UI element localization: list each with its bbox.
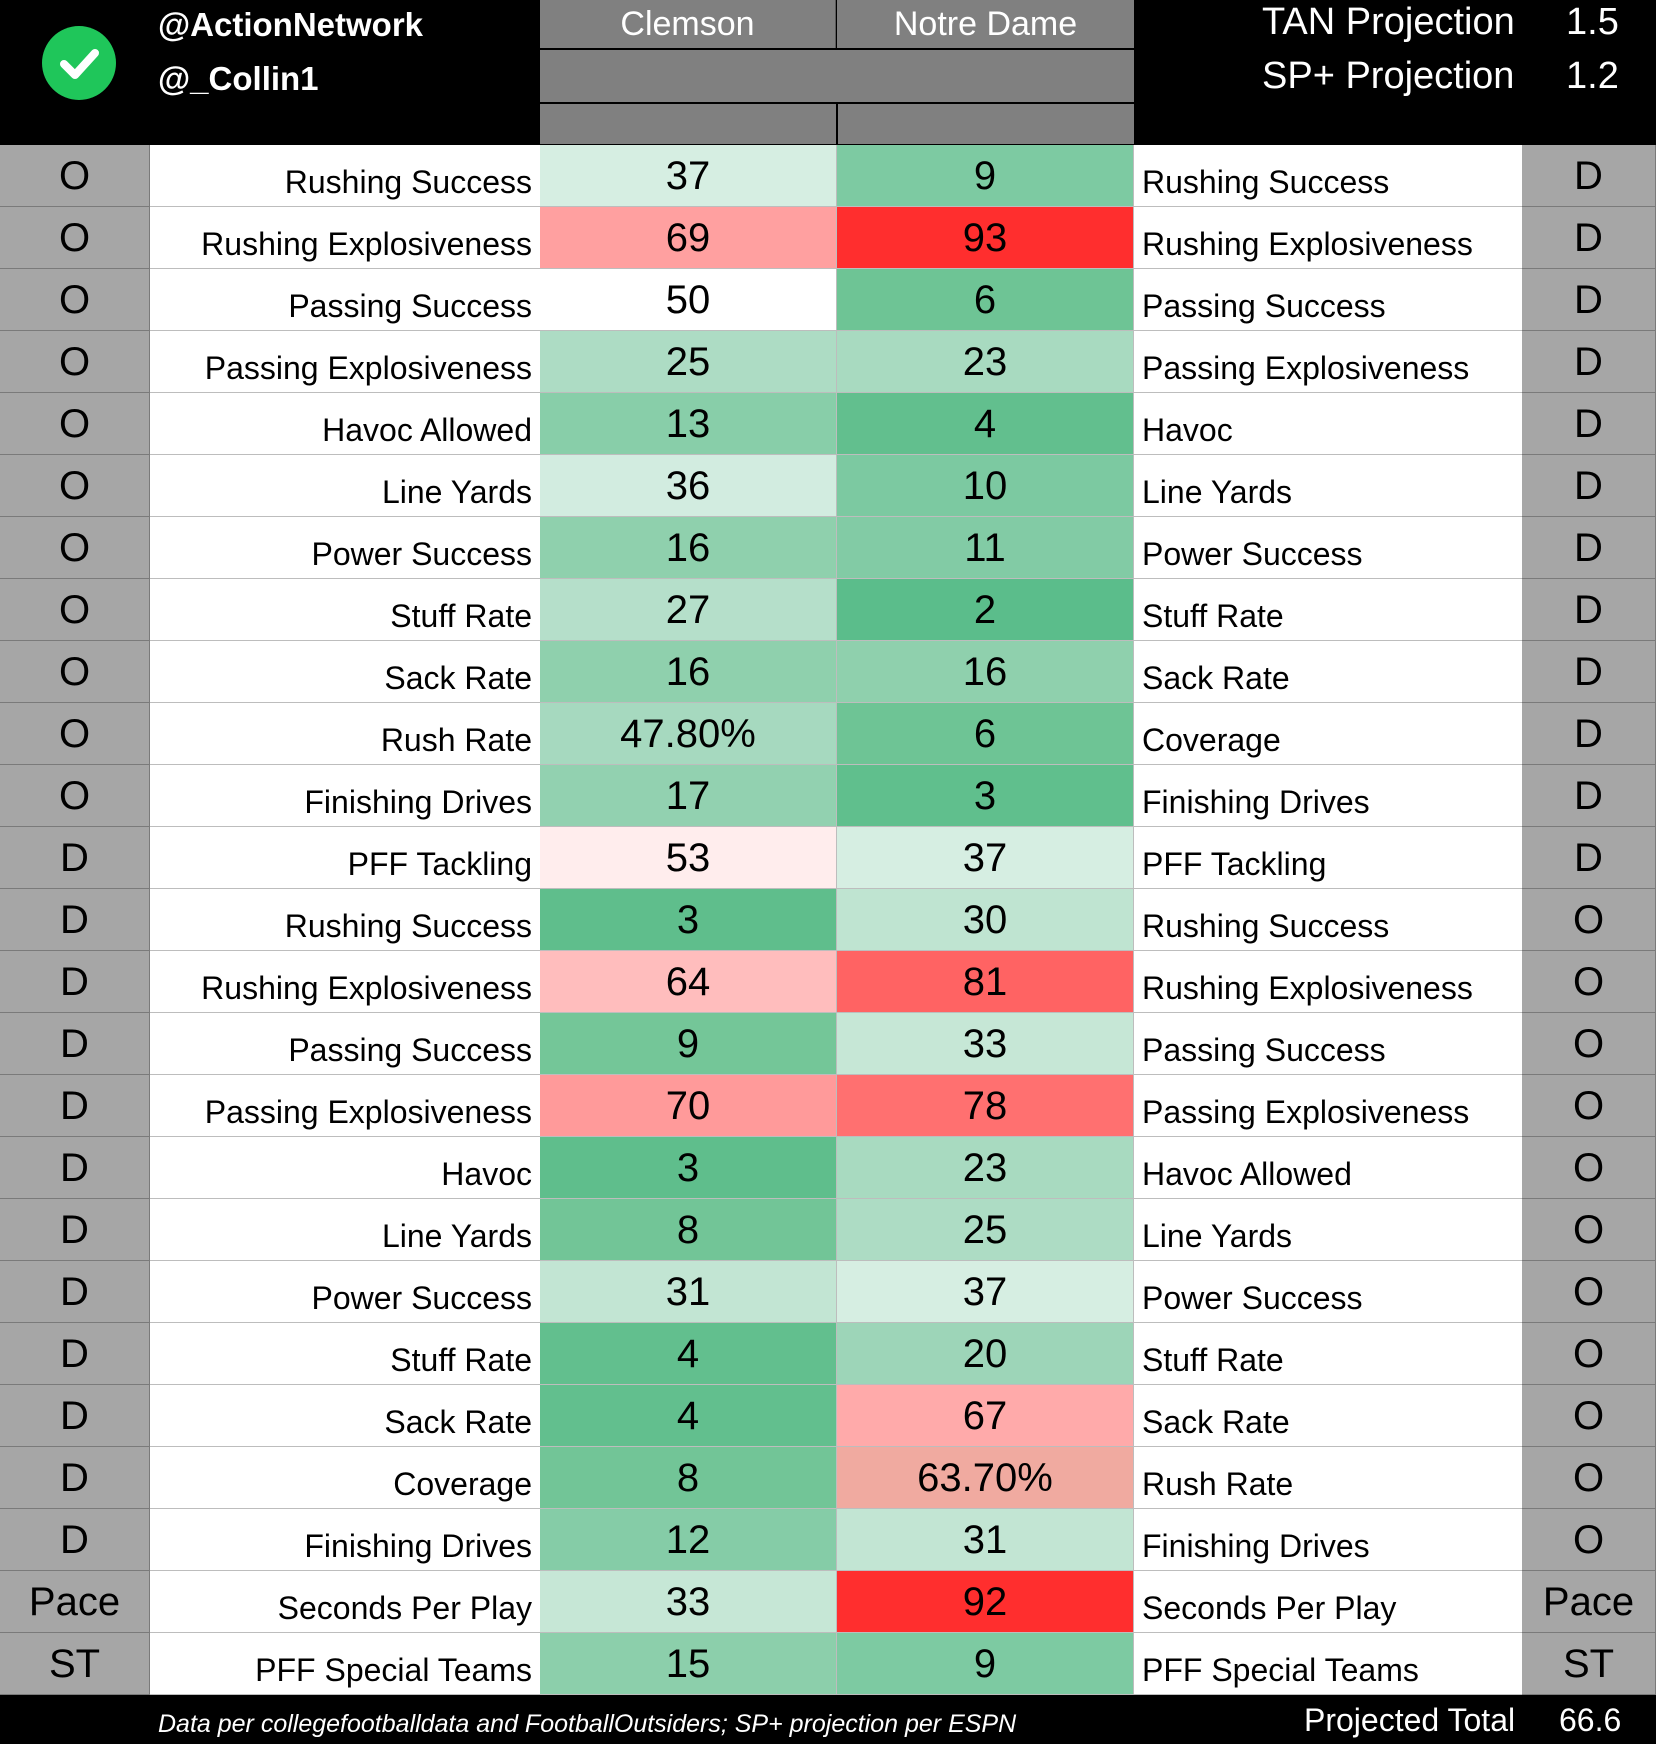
clemson-value: 3 bbox=[540, 889, 837, 951]
right-side-code: D bbox=[1522, 765, 1656, 827]
right-side-code: O bbox=[1522, 1199, 1656, 1261]
clemson-value: 8 bbox=[540, 1199, 837, 1261]
right-metric-label: Passing Explosiveness bbox=[1134, 331, 1522, 393]
clemson-value: 47.80% bbox=[540, 703, 837, 765]
header-spacer-row bbox=[540, 50, 1134, 102]
notre-dame-value: 23 bbox=[837, 331, 1134, 393]
right-metric-label: Coverage bbox=[1134, 703, 1522, 765]
header-left-blank bbox=[540, 104, 836, 144]
projected-total-label: Projected Total bbox=[1304, 1702, 1516, 1738]
left-side-code: O bbox=[0, 145, 150, 207]
notre-dame-value: 63.70% bbox=[837, 1447, 1134, 1509]
right-metric-label: Finishing Drives bbox=[1134, 765, 1522, 827]
notre-dame-value: 9 bbox=[837, 145, 1134, 207]
tan-projection-label: TAN Projection bbox=[1262, 1, 1515, 43]
notre-dame-value: 6 bbox=[837, 269, 1134, 331]
left-side-code: D bbox=[0, 1261, 150, 1323]
left-side-code: O bbox=[0, 703, 150, 765]
right-metric-label: Rushing Explosiveness bbox=[1134, 207, 1522, 269]
clemson-value: 15 bbox=[540, 1633, 837, 1695]
check-mark bbox=[42, 26, 116, 100]
left-side-code: D bbox=[0, 1447, 150, 1509]
left-side-code: O bbox=[0, 641, 150, 703]
left-metric-label: Sack Rate bbox=[150, 641, 540, 703]
left-metric-label: Rushing Explosiveness bbox=[150, 207, 540, 269]
right-side-code: D bbox=[1522, 579, 1656, 641]
notre-dame-value: 93 bbox=[837, 207, 1134, 269]
left-side-code: O bbox=[0, 765, 150, 827]
left-metric-label: Finishing Drives bbox=[150, 1509, 540, 1571]
left-metric-label: Finishing Drives bbox=[150, 765, 540, 827]
right-metric-label: Passing Success bbox=[1134, 269, 1522, 331]
right-metric-label: Sack Rate bbox=[1134, 641, 1522, 703]
right-metric-label: Passing Explosiveness bbox=[1134, 1075, 1522, 1137]
data-source-note: Data per collegefootballdata and FootballOutsiders; SP+ projection per ESPN bbox=[158, 1710, 1017, 1738]
team-right-header: Notre Dame bbox=[837, 0, 1134, 48]
right-metric-label: Power Success bbox=[1134, 517, 1522, 579]
right-side-code: D bbox=[1522, 207, 1656, 269]
left-metric-label: Line Yards bbox=[150, 1199, 540, 1261]
right-side-code: O bbox=[1522, 1075, 1656, 1137]
left-side-code: ST bbox=[0, 1633, 150, 1695]
right-metric-label: Passing Success bbox=[1134, 1013, 1522, 1075]
right-side-code: Pace bbox=[1522, 1571, 1656, 1633]
left-side-code: D bbox=[0, 889, 150, 951]
right-metric-label: Rush Rate bbox=[1134, 1447, 1522, 1509]
projected-total-value: 66.6 bbox=[1559, 1702, 1622, 1738]
left-side-code: O bbox=[0, 393, 150, 455]
sp-projection-label: SP+ Projection bbox=[1262, 55, 1515, 97]
right-side-code: O bbox=[1522, 1137, 1656, 1199]
clemson-value: 50 bbox=[540, 269, 837, 331]
left-metric-label: Passing Explosiveness bbox=[150, 331, 540, 393]
right-side-code: D bbox=[1522, 331, 1656, 393]
notre-dame-value: 33 bbox=[837, 1013, 1134, 1075]
right-metric-label: Line Yards bbox=[1134, 455, 1522, 517]
notre-dame-value: 30 bbox=[837, 889, 1134, 951]
left-metric-label: Power Success bbox=[150, 517, 540, 579]
right-side-code: O bbox=[1522, 1447, 1656, 1509]
left-side-code: O bbox=[0, 269, 150, 331]
right-side-code: O bbox=[1522, 1385, 1656, 1447]
clemson-value: 4 bbox=[540, 1385, 837, 1447]
right-metric-label: Rushing Explosiveness bbox=[1134, 951, 1522, 1013]
notre-dame-value: 37 bbox=[837, 827, 1134, 889]
notre-dame-value: 6 bbox=[837, 703, 1134, 765]
clemson-value: 64 bbox=[540, 951, 837, 1013]
right-metric-label: Stuff Rate bbox=[1134, 579, 1522, 641]
right-side-code: D bbox=[1522, 455, 1656, 517]
left-metric-label: PFF Tackling bbox=[150, 827, 540, 889]
clemson-value: 3 bbox=[540, 1137, 837, 1199]
left-side-code: D bbox=[0, 827, 150, 889]
right-side-code: D bbox=[1522, 145, 1656, 207]
left-metric-label: Rush Rate bbox=[150, 703, 540, 765]
notre-dame-value: 3 bbox=[837, 765, 1134, 827]
left-side-code: D bbox=[0, 1137, 150, 1199]
clemson-value: 25 bbox=[540, 331, 837, 393]
right-metric-label: Havoc bbox=[1134, 393, 1522, 455]
right-side-code: O bbox=[1522, 951, 1656, 1013]
clemson-value: 36 bbox=[540, 455, 837, 517]
left-metric-label: PFF Special Teams bbox=[150, 1633, 540, 1695]
left-metric-label: Rushing Explosiveness bbox=[150, 951, 540, 1013]
right-metric-label: Power Success bbox=[1134, 1261, 1522, 1323]
right-side-code: O bbox=[1522, 1261, 1656, 1323]
notre-dame-value: 23 bbox=[837, 1137, 1134, 1199]
notre-dame-value: 11 bbox=[837, 517, 1134, 579]
clemson-value: 16 bbox=[540, 641, 837, 703]
clemson-value: 9 bbox=[540, 1013, 837, 1075]
clemson-value: 31 bbox=[540, 1261, 837, 1323]
right-metric-label: Finishing Drives bbox=[1134, 1509, 1522, 1571]
right-side-code: ST bbox=[1522, 1633, 1656, 1695]
left-metric-label: Seconds Per Play bbox=[150, 1571, 540, 1633]
notre-dame-value: 25 bbox=[837, 1199, 1134, 1261]
left-metric-label: Passing Explosiveness bbox=[150, 1075, 540, 1137]
left-metric-label: Rushing Success bbox=[150, 145, 540, 207]
notre-dame-value: 4 bbox=[837, 393, 1134, 455]
clemson-value: 4 bbox=[540, 1323, 837, 1385]
right-metric-label: Line Yards bbox=[1134, 1199, 1522, 1261]
notre-dame-value: 9 bbox=[837, 1633, 1134, 1695]
right-side-code: D bbox=[1522, 393, 1656, 455]
handle-collin: @_Collin1 bbox=[158, 60, 319, 97]
left-side-code: D bbox=[0, 1385, 150, 1447]
clemson-value: 27 bbox=[540, 579, 837, 641]
clemson-value: 70 bbox=[540, 1075, 837, 1137]
left-metric-label: Stuff Rate bbox=[150, 1323, 540, 1385]
left-side-code: D bbox=[0, 1323, 150, 1385]
left-metric-label: Coverage bbox=[150, 1447, 540, 1509]
left-side-code: Pace bbox=[0, 1571, 150, 1633]
right-side-code: D bbox=[1522, 827, 1656, 889]
notre-dame-value: 2 bbox=[837, 579, 1134, 641]
left-metric-label: Passing Success bbox=[150, 1013, 540, 1075]
handle-action-network: @ActionNetwork bbox=[158, 6, 424, 43]
left-side-code: D bbox=[0, 1013, 150, 1075]
clemson-value: 8 bbox=[540, 1447, 837, 1509]
team-left-header: Clemson bbox=[540, 0, 836, 48]
right-metric-label: PFF Special Teams bbox=[1134, 1633, 1522, 1695]
left-side-code: D bbox=[0, 1199, 150, 1261]
right-side-code: O bbox=[1522, 1509, 1656, 1571]
right-metric-label: Sack Rate bbox=[1134, 1385, 1522, 1447]
clemson-value: 33 bbox=[540, 1571, 837, 1633]
notre-dame-value: 81 bbox=[837, 951, 1134, 1013]
right-metric-label: Stuff Rate bbox=[1134, 1323, 1522, 1385]
left-side-code: O bbox=[0, 331, 150, 393]
right-metric-label: Havoc Allowed bbox=[1134, 1137, 1522, 1199]
tan-projection-value: 1.5 bbox=[1566, 1, 1619, 43]
right-side-code: O bbox=[1522, 1323, 1656, 1385]
left-metric-label: Stuff Rate bbox=[150, 579, 540, 641]
clemson-value: 17 bbox=[540, 765, 837, 827]
left-metric-label: Havoc bbox=[150, 1137, 540, 1199]
right-side-code: D bbox=[1522, 703, 1656, 765]
right-side-code: O bbox=[1522, 889, 1656, 951]
notre-dame-value: 37 bbox=[837, 1261, 1134, 1323]
left-metric-label: Sack Rate bbox=[150, 1385, 540, 1447]
clemson-value: 16 bbox=[540, 517, 837, 579]
right-metric-label: Rushing Success bbox=[1134, 889, 1522, 951]
notre-dame-value: 16 bbox=[837, 641, 1134, 703]
clemson-value: 12 bbox=[540, 1509, 837, 1571]
right-side-code: D bbox=[1522, 641, 1656, 703]
notre-dame-value: 20 bbox=[837, 1323, 1134, 1385]
left-side-code: O bbox=[0, 455, 150, 517]
left-metric-label: Line Yards bbox=[150, 455, 540, 517]
clemson-value: 53 bbox=[540, 827, 837, 889]
clemson-value: 69 bbox=[540, 207, 837, 269]
left-metric-label: Havoc Allowed bbox=[150, 393, 540, 455]
notre-dame-value: 67 bbox=[837, 1385, 1134, 1447]
clemson-value: 13 bbox=[540, 393, 837, 455]
check-circle-icon bbox=[42, 26, 116, 100]
left-side-code: O bbox=[0, 207, 150, 269]
left-side-code: D bbox=[0, 1075, 150, 1137]
left-side-code: O bbox=[0, 517, 150, 579]
header-right-blank bbox=[838, 104, 1134, 144]
right-metric-label: PFF Tackling bbox=[1134, 827, 1522, 889]
left-side-code: D bbox=[0, 1509, 150, 1571]
left-metric-label: Rushing Success bbox=[150, 889, 540, 951]
right-side-code: D bbox=[1522, 269, 1656, 331]
left-metric-label: Passing Success bbox=[150, 269, 540, 331]
right-side-code: D bbox=[1522, 517, 1656, 579]
clemson-value: 37 bbox=[540, 145, 837, 207]
left-side-code: D bbox=[0, 951, 150, 1013]
notre-dame-value: 92 bbox=[837, 1571, 1134, 1633]
notre-dame-value: 78 bbox=[837, 1075, 1134, 1137]
left-side-code: O bbox=[0, 579, 150, 641]
right-metric-label: Seconds Per Play bbox=[1134, 1571, 1522, 1633]
left-metric-label: Power Success bbox=[150, 1261, 540, 1323]
right-metric-label: Rushing Success bbox=[1134, 145, 1522, 207]
notre-dame-value: 10 bbox=[837, 455, 1134, 517]
sp-projection-value: 1.2 bbox=[1566, 55, 1619, 97]
notre-dame-value: 31 bbox=[837, 1509, 1134, 1571]
right-side-code: O bbox=[1522, 1013, 1656, 1075]
